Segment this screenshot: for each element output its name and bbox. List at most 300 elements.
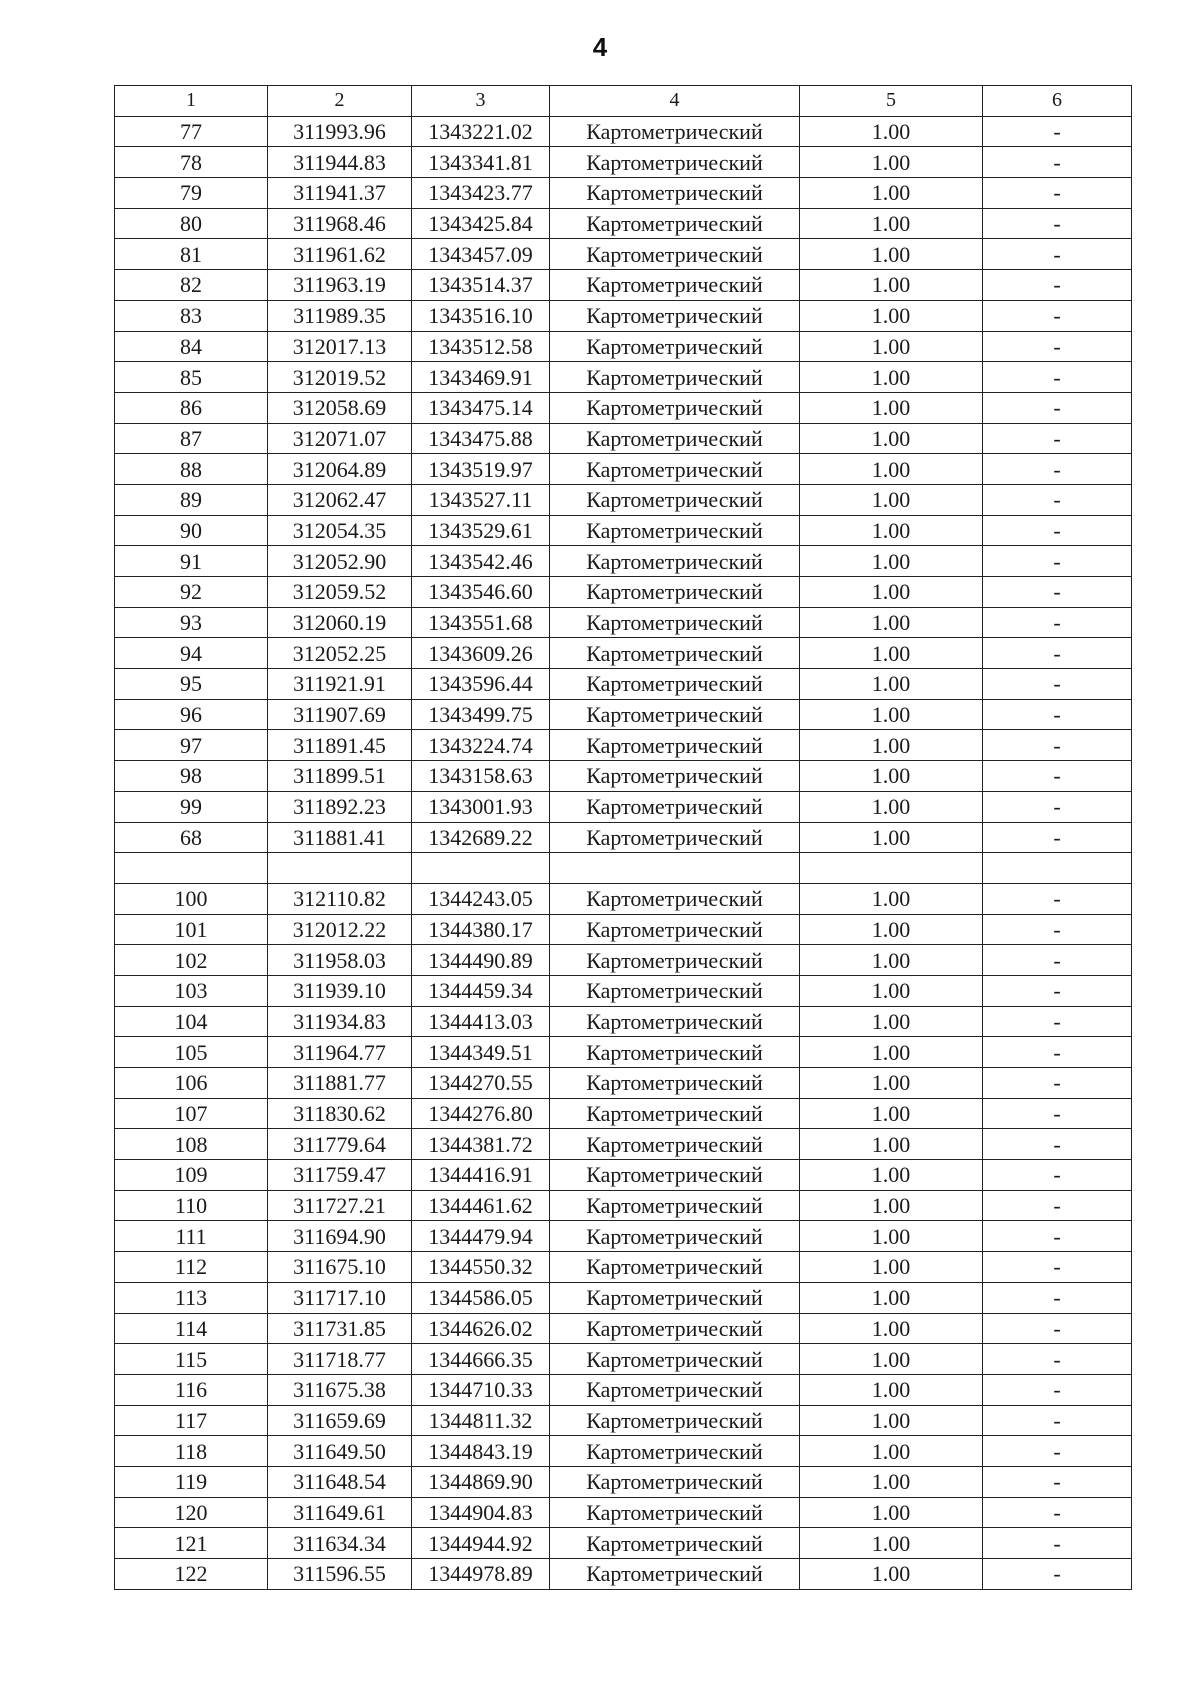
table-cell: 1344586.05 — [412, 1282, 550, 1313]
table-row — [115, 914, 1132, 945]
table-cell: Картометрический — [550, 1282, 800, 1313]
table-row — [115, 208, 1132, 239]
table-cell: Картометрический — [550, 423, 800, 454]
table-row — [115, 546, 1132, 577]
table-cell: 1343551.68 — [412, 607, 550, 638]
table-row — [115, 699, 1132, 730]
table-cell: 1.00 — [800, 1006, 983, 1037]
table-cell: - — [983, 730, 1132, 761]
table-cell: 1.00 — [800, 1466, 983, 1497]
table-cell: - — [983, 484, 1132, 515]
table-cell: 1.00 — [800, 208, 983, 239]
table-cell: - — [983, 362, 1132, 393]
table-cell: 1343158.63 — [412, 761, 550, 792]
table-cell: 82 — [115, 270, 268, 301]
table-row — [115, 239, 1132, 270]
table-cell: 88 — [115, 454, 268, 485]
table-cell: 311779.64 — [268, 1129, 412, 1160]
table-cell: Картометрический — [550, 1160, 800, 1191]
table-cell: 311830.62 — [268, 1098, 412, 1129]
table-cell: 106 — [115, 1068, 268, 1099]
table-cell: Картометрический — [550, 178, 800, 209]
table-cell: - — [983, 1252, 1132, 1283]
table-cell: 311634.34 — [268, 1528, 412, 1559]
table-cell: 1.00 — [800, 791, 983, 822]
column-header: 6 — [983, 86, 1132, 117]
table-cell: 1343221.02 — [412, 116, 550, 147]
table-cell: 115 — [115, 1344, 268, 1375]
table-cell: - — [983, 822, 1132, 853]
table-cell: - — [983, 1282, 1132, 1313]
table-cell: 1.00 — [800, 1528, 983, 1559]
table-cell: 1343514.37 — [412, 270, 550, 301]
table-cell: 1.00 — [800, 1098, 983, 1129]
table-cell: 1343469.91 — [412, 362, 550, 393]
table-cell: 1.00 — [800, 607, 983, 638]
table-cell: Картометрический — [550, 147, 800, 178]
table-cell: - — [983, 1129, 1132, 1160]
table-cell: 119 — [115, 1466, 268, 1497]
table-cell: 311963.19 — [268, 270, 412, 301]
table-cell: 311921.91 — [268, 669, 412, 700]
table-cell: 1344490.89 — [412, 945, 550, 976]
table-cell: 86 — [115, 392, 268, 423]
table-cell: 1344479.94 — [412, 1221, 550, 1252]
table-cell: Картометрический — [550, 1252, 800, 1283]
table-cell: - — [983, 1006, 1132, 1037]
table-cell: 1344413.03 — [412, 1006, 550, 1037]
table-cell: Картометрический — [550, 945, 800, 976]
table-cell: 311939.10 — [268, 975, 412, 1006]
table-cell: 1344811.32 — [412, 1405, 550, 1436]
table-cell: 311907.69 — [268, 699, 412, 730]
table-cell: - — [983, 546, 1132, 577]
table-cell: 1.00 — [800, 362, 983, 393]
table-cell: 1.00 — [800, 699, 983, 730]
table-cell: Картометрический — [550, 1098, 800, 1129]
table-cell: 312062.47 — [268, 484, 412, 515]
table-cell: - — [983, 239, 1132, 270]
table-cell: Картометрический — [550, 607, 800, 638]
table-cell: 1.00 — [800, 484, 983, 515]
table-row — [115, 392, 1132, 423]
table-cell: 68 — [115, 822, 268, 853]
table-cell: 1344381.72 — [412, 1129, 550, 1160]
table-cell: - — [983, 116, 1132, 147]
table-cell — [115, 853, 268, 884]
table-row — [115, 423, 1132, 454]
table-cell: 1344843.19 — [412, 1436, 550, 1467]
table-cell: 1.00 — [800, 761, 983, 792]
table-cell: 1.00 — [800, 975, 983, 1006]
table-cell: 1.00 — [800, 1405, 983, 1436]
table-cell: - — [983, 515, 1132, 546]
table-cell: 78 — [115, 147, 268, 178]
table-cell: 104 — [115, 1006, 268, 1037]
table-cell: 94 — [115, 638, 268, 669]
table-cell: 1.00 — [800, 331, 983, 362]
table-cell: 1.00 — [800, 914, 983, 945]
table-cell: 110 — [115, 1190, 268, 1221]
table-cell: Картометрический — [550, 975, 800, 1006]
table-cell: Картометрический — [550, 1405, 800, 1436]
table-cell: 99 — [115, 791, 268, 822]
table-row — [115, 270, 1132, 301]
table-row — [115, 853, 1132, 884]
table-cell: Картометрический — [550, 1559, 800, 1590]
table-row — [115, 638, 1132, 669]
table-cell — [800, 853, 983, 884]
table-cell: 311648.54 — [268, 1466, 412, 1497]
table-cell: 121 — [115, 1528, 268, 1559]
table-cell: 77 — [115, 116, 268, 147]
table-cell: - — [983, 1190, 1132, 1221]
table-cell: 1.00 — [800, 1436, 983, 1467]
column-header: 3 — [412, 86, 550, 117]
table-cell: - — [983, 1405, 1132, 1436]
table-cell: 1344380.17 — [412, 914, 550, 945]
table-cell: Картометрический — [550, 1528, 800, 1559]
table-cell: 312058.69 — [268, 392, 412, 423]
table-cell: 1.00 — [800, 270, 983, 301]
table-cell: 93 — [115, 607, 268, 638]
table-cell: 1343423.77 — [412, 178, 550, 209]
table-cell: 1.00 — [800, 1252, 983, 1283]
table-cell: 312019.52 — [268, 362, 412, 393]
table-cell: 1344243.05 — [412, 883, 550, 914]
table-cell: 311892.23 — [268, 791, 412, 822]
table-cell: 1344459.34 — [412, 975, 550, 1006]
table-cell: 312054.35 — [268, 515, 412, 546]
table-cell: Картометрический — [550, 699, 800, 730]
table-cell: 83 — [115, 300, 268, 331]
table-cell: - — [983, 577, 1132, 608]
table-cell: 116 — [115, 1374, 268, 1405]
table-header-row — [115, 86, 1132, 117]
table-cell: 312017.13 — [268, 331, 412, 362]
table-cell: 1.00 — [800, 546, 983, 577]
table-cell: 311941.37 — [268, 178, 412, 209]
table-cell: 1.00 — [800, 822, 983, 853]
table-cell: 311694.90 — [268, 1221, 412, 1252]
table-cell: 98 — [115, 761, 268, 792]
table-cell: Картометрический — [550, 454, 800, 485]
table-cell: - — [983, 607, 1132, 638]
table-row — [115, 1282, 1132, 1313]
table-cell: 91 — [115, 546, 268, 577]
table-cell: 1344710.33 — [412, 1374, 550, 1405]
table-cell: 1344944.92 — [412, 1528, 550, 1559]
table-cell: 1.00 — [800, 1068, 983, 1099]
table-cell: 311649.50 — [268, 1436, 412, 1467]
table-cell: 311891.45 — [268, 730, 412, 761]
table-cell: 90 — [115, 515, 268, 546]
table-cell: Картометрический — [550, 791, 800, 822]
table-cell: 1343475.14 — [412, 392, 550, 423]
table-row — [115, 945, 1132, 976]
table-cell: 311989.35 — [268, 300, 412, 331]
table-cell: 312060.19 — [268, 607, 412, 638]
table-cell: - — [983, 791, 1132, 822]
table-cell: - — [983, 945, 1132, 976]
table-cell: 107 — [115, 1098, 268, 1129]
table-cell: 1.00 — [800, 239, 983, 270]
table-cell: Картометрический — [550, 914, 800, 945]
table-cell: Картометрический — [550, 1190, 800, 1221]
table-cell: 1343001.93 — [412, 791, 550, 822]
table-cell: 311649.61 — [268, 1497, 412, 1528]
table-cell: 117 — [115, 1405, 268, 1436]
table-cell: 118 — [115, 1436, 268, 1467]
table-cell: 311958.03 — [268, 945, 412, 976]
table-cell: 1343519.97 — [412, 454, 550, 485]
table-cell: 1342689.22 — [412, 822, 550, 853]
table-row — [115, 1190, 1132, 1221]
table-cell: - — [983, 454, 1132, 485]
table-cell: 97 — [115, 730, 268, 761]
table-cell: Картометрический — [550, 1068, 800, 1099]
table-row — [115, 1559, 1132, 1590]
table-cell: 1.00 — [800, 454, 983, 485]
table-cell: Картометрический — [550, 300, 800, 331]
table-cell: Картометрический — [550, 730, 800, 761]
table-row — [115, 730, 1132, 761]
table-row — [115, 1037, 1132, 1068]
table-row — [115, 1528, 1132, 1559]
table-row — [115, 761, 1132, 792]
table-cell: 122 — [115, 1559, 268, 1590]
table-cell: 1343527.11 — [412, 484, 550, 515]
table-cell: - — [983, 1559, 1132, 1590]
table-cell: - — [983, 1528, 1132, 1559]
table-cell: - — [983, 1466, 1132, 1497]
table-cell: - — [983, 914, 1132, 945]
table-cell: 1.00 — [800, 638, 983, 669]
table-cell: - — [983, 1160, 1132, 1191]
table-cell: 1344270.55 — [412, 1068, 550, 1099]
table-row — [115, 1466, 1132, 1497]
table-cell: 1.00 — [800, 1190, 983, 1221]
table-cell: - — [983, 1436, 1132, 1467]
table-cell: - — [983, 669, 1132, 700]
table-cell: - — [983, 392, 1132, 423]
table-cell: 311881.41 — [268, 822, 412, 853]
table-cell: - — [983, 1313, 1132, 1344]
table-cell: 87 — [115, 423, 268, 454]
table-cell: Картометрический — [550, 1374, 800, 1405]
table-row — [115, 883, 1132, 914]
coordinates-table — [114, 85, 1132, 1590]
table-cell: 120 — [115, 1497, 268, 1528]
table-cell: 1.00 — [800, 178, 983, 209]
table-cell — [412, 853, 550, 884]
table-cell: 84 — [115, 331, 268, 362]
table-row — [115, 515, 1132, 546]
table-cell: 1344416.91 — [412, 1160, 550, 1191]
table-cell: Картометрический — [550, 239, 800, 270]
table-row — [115, 1252, 1132, 1283]
table-row — [115, 300, 1132, 331]
table-cell: - — [983, 883, 1132, 914]
table-cell: - — [983, 699, 1132, 730]
table-row — [115, 178, 1132, 209]
table-row — [115, 669, 1132, 700]
table-cell: - — [983, 1221, 1132, 1252]
table-cell: 1.00 — [800, 1221, 983, 1252]
table-cell: 102 — [115, 945, 268, 976]
table-cell: 311759.47 — [268, 1160, 412, 1191]
table-cell: Картометрический — [550, 1037, 800, 1068]
table-cell: 312052.25 — [268, 638, 412, 669]
table-cell: 312052.90 — [268, 546, 412, 577]
table-cell: 312110.82 — [268, 883, 412, 914]
table-row — [115, 484, 1132, 515]
table-cell: 1343609.26 — [412, 638, 550, 669]
table-cell: 1344550.32 — [412, 1252, 550, 1283]
table-row — [115, 822, 1132, 853]
table-row — [115, 454, 1132, 485]
table-cell: 1343596.44 — [412, 669, 550, 700]
table-cell: 79 — [115, 178, 268, 209]
table-cell: Картометрический — [550, 270, 800, 301]
table-cell: 108 — [115, 1129, 268, 1160]
table-cell: 1.00 — [800, 1344, 983, 1375]
table-cell: - — [983, 300, 1132, 331]
table-cell: 1343224.74 — [412, 730, 550, 761]
table-cell: - — [983, 178, 1132, 209]
table-cell: - — [983, 761, 1132, 792]
table-cell — [983, 853, 1132, 884]
table-cell: 109 — [115, 1160, 268, 1191]
table-cell: Картометрический — [550, 761, 800, 792]
table-cell: 1343512.58 — [412, 331, 550, 362]
table-row — [115, 1313, 1132, 1344]
table-row — [115, 1344, 1132, 1375]
table-cell: - — [983, 423, 1132, 454]
table-body — [115, 116, 1132, 1589]
table-cell: 311968.46 — [268, 208, 412, 239]
table-row — [115, 1405, 1132, 1436]
table-cell: 101 — [115, 914, 268, 945]
table-cell: 1.00 — [800, 1313, 983, 1344]
table-cell: 95 — [115, 669, 268, 700]
table-cell: 1.00 — [800, 392, 983, 423]
table-row — [115, 1006, 1132, 1037]
table-cell: 311961.62 — [268, 239, 412, 270]
table-row — [115, 791, 1132, 822]
table-cell: Картометрический — [550, 1466, 800, 1497]
table-cell: 1344276.80 — [412, 1098, 550, 1129]
table-cell: 1.00 — [800, 116, 983, 147]
table-cell: 1344461.62 — [412, 1190, 550, 1221]
table-cell: Картометрический — [550, 392, 800, 423]
table-row — [115, 1436, 1132, 1467]
table-cell: - — [983, 638, 1132, 669]
table-cell: Картометрический — [550, 822, 800, 853]
table-cell: 311964.77 — [268, 1037, 412, 1068]
table-cell: 85 — [115, 362, 268, 393]
table-cell: 311993.96 — [268, 116, 412, 147]
column-header: 1 — [115, 86, 268, 117]
table-cell: 1.00 — [800, 423, 983, 454]
table-cell: Картометрический — [550, 546, 800, 577]
table-cell: 103 — [115, 975, 268, 1006]
table-row — [115, 577, 1132, 608]
column-header: 5 — [800, 86, 983, 117]
table-row — [115, 1160, 1132, 1191]
table-cell: 1.00 — [800, 300, 983, 331]
table-cell: - — [983, 1068, 1132, 1099]
table-cell: 1343546.60 — [412, 577, 550, 608]
table-cell: 1344626.02 — [412, 1313, 550, 1344]
page-number: 4 — [592, 32, 608, 62]
table-cell: Картометрический — [550, 1221, 800, 1252]
table-cell: Картометрический — [550, 669, 800, 700]
table-cell: - — [983, 1344, 1132, 1375]
table-cell: 312064.89 — [268, 454, 412, 485]
table-row — [115, 331, 1132, 362]
table-cell: 89 — [115, 484, 268, 515]
table-cell: 1343499.75 — [412, 699, 550, 730]
table-cell: 1.00 — [800, 147, 983, 178]
table-cell: - — [983, 270, 1132, 301]
table-row — [115, 147, 1132, 178]
table-cell: 1343425.84 — [412, 208, 550, 239]
table-cell: 1.00 — [800, 1037, 983, 1068]
table-cell: 92 — [115, 577, 268, 608]
table-cell: 1.00 — [800, 945, 983, 976]
table-row — [115, 116, 1132, 147]
table-row — [115, 1497, 1132, 1528]
table-cell: 113 — [115, 1282, 268, 1313]
table-cell: 312071.07 — [268, 423, 412, 454]
table-cell: 1.00 — [800, 577, 983, 608]
table-cell: 1.00 — [800, 1129, 983, 1160]
table-cell: 311717.10 — [268, 1282, 412, 1313]
table-cell: Картометрический — [550, 638, 800, 669]
table-cell: 112 — [115, 1252, 268, 1283]
table-row — [115, 975, 1132, 1006]
table-cell: Картометрический — [550, 362, 800, 393]
table-cell: 111 — [115, 1221, 268, 1252]
table-cell: Картометрический — [550, 515, 800, 546]
table-row — [115, 1374, 1132, 1405]
table-cell: 311596.55 — [268, 1559, 412, 1590]
table-cell: 1.00 — [800, 1282, 983, 1313]
table-cell: 311675.38 — [268, 1374, 412, 1405]
table-cell: Картометрический — [550, 331, 800, 362]
table-cell: 312012.22 — [268, 914, 412, 945]
table-cell: 1.00 — [800, 883, 983, 914]
table-cell: Картометрический — [550, 577, 800, 608]
table-cell — [550, 853, 800, 884]
table-cell: 105 — [115, 1037, 268, 1068]
table-cell: 81 — [115, 239, 268, 270]
table-row — [115, 362, 1132, 393]
table-cell: 311944.83 — [268, 147, 412, 178]
table-cell: 1343516.10 — [412, 300, 550, 331]
table-cell: 1.00 — [800, 1559, 983, 1590]
table-cell: 1.00 — [800, 669, 983, 700]
table-row — [115, 1068, 1132, 1099]
table-cell: 1343457.09 — [412, 239, 550, 270]
table-cell: 1343475.88 — [412, 423, 550, 454]
table-cell: 1.00 — [800, 1374, 983, 1405]
table-cell: 312059.52 — [268, 577, 412, 608]
table-cell: 311718.77 — [268, 1344, 412, 1375]
table-cell: 114 — [115, 1313, 268, 1344]
table-cell: 311675.10 — [268, 1252, 412, 1283]
